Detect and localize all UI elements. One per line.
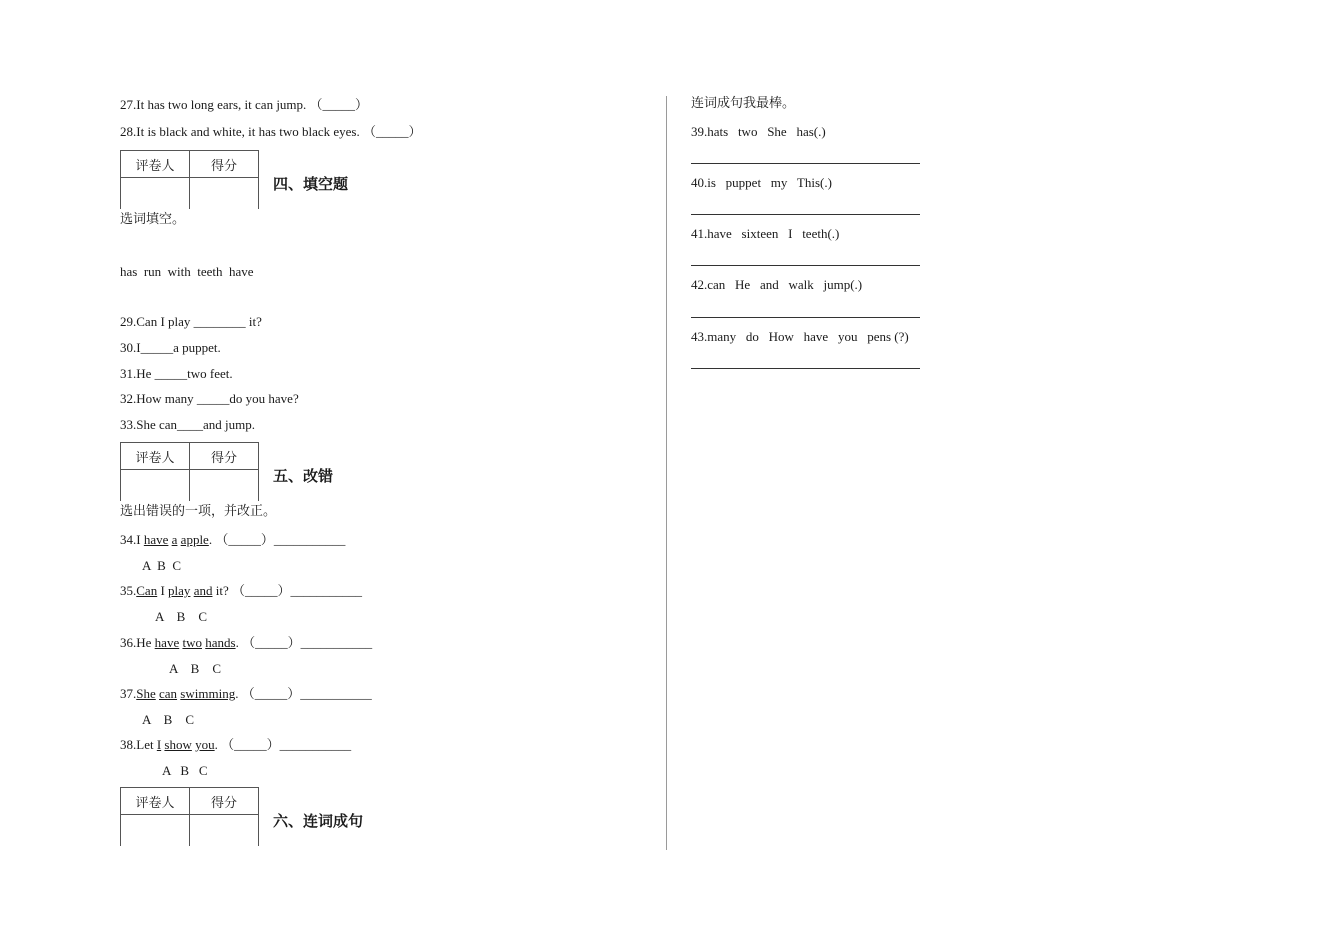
section-6-instruction: 连词成句我最棒。 xyxy=(691,96,796,111)
score-cell xyxy=(190,178,259,210)
question-35-options: A B C xyxy=(155,609,208,624)
section-4-instruction: 选词填空。 xyxy=(120,212,186,227)
score-label: 得分 xyxy=(190,443,259,470)
grader-table-sec5 xyxy=(120,442,259,501)
question-32: 32.How many _____do you have? xyxy=(120,391,299,406)
question-37-options: A B C xyxy=(142,712,195,727)
question-38: 38.Let I show you. （_____）___________ xyxy=(120,737,352,752)
question-41: 41.have sixteen I teeth(.) xyxy=(691,226,840,241)
answer-line-43 xyxy=(691,368,920,369)
word-bank: has run with teeth have xyxy=(120,264,254,279)
question-38-options: A B C xyxy=(162,763,208,778)
grader-label: 评卷人 xyxy=(121,788,190,815)
score-label: 得分 xyxy=(190,788,259,815)
section-5-title: 五、改错 xyxy=(273,467,334,485)
question-31: 31.He _____two feet. xyxy=(120,366,233,381)
question-40: 40.is puppet my This(.) xyxy=(691,175,832,190)
question-27: 27.It has two long ears, it can jump. （_____） xyxy=(120,97,369,112)
question-34-options: A B C xyxy=(142,558,182,573)
question-29: 29.Can I play ________ it? xyxy=(120,314,262,329)
grader-label: 评卷人 xyxy=(121,443,190,470)
question-30: 30.I_____a puppet. xyxy=(120,340,221,355)
question-28: 28.It is black and white, it has two black eyes. （_____） xyxy=(120,124,422,139)
question-33: 33.She can____and jump. xyxy=(120,417,256,432)
grader-cell xyxy=(121,470,190,502)
question-37: 37.She can swimming. （_____）___________ xyxy=(120,686,372,701)
score-cell xyxy=(190,470,259,502)
section-6-title: 六、连词成句 xyxy=(273,812,364,830)
section-4-title: 四、填空题 xyxy=(273,175,349,193)
question-43: 43.many do How have you pens (?) xyxy=(691,329,909,344)
question-34: 34.I have a apple. （_____）___________ xyxy=(120,532,346,547)
question-42: 42.can He and walk jump(.) xyxy=(691,277,863,292)
grader-cell xyxy=(121,815,190,847)
question-36: 36.He have two hands. （_____）___________ xyxy=(120,635,373,650)
score-cell xyxy=(190,815,259,847)
answer-line-41 xyxy=(691,265,920,266)
grader-cell xyxy=(121,178,190,210)
question-39: 39.hats two She has(.) xyxy=(691,124,826,139)
answer-line-42 xyxy=(691,317,920,318)
grader-table-sec4 xyxy=(120,150,259,209)
question-36-options: A B C xyxy=(169,661,222,676)
grader-table-sec6 xyxy=(120,787,259,846)
grader-label: 评卷人 xyxy=(121,151,190,178)
answer-line-40 xyxy=(691,214,920,215)
section-5-instruction: 选出错误的一项，并改正。 xyxy=(120,504,277,519)
answer-line-39 xyxy=(691,163,920,164)
question-35: 35.Can I play and it? （_____）___________ xyxy=(120,583,362,598)
score-label: 得分 xyxy=(190,151,259,178)
column-divider xyxy=(666,96,667,850)
